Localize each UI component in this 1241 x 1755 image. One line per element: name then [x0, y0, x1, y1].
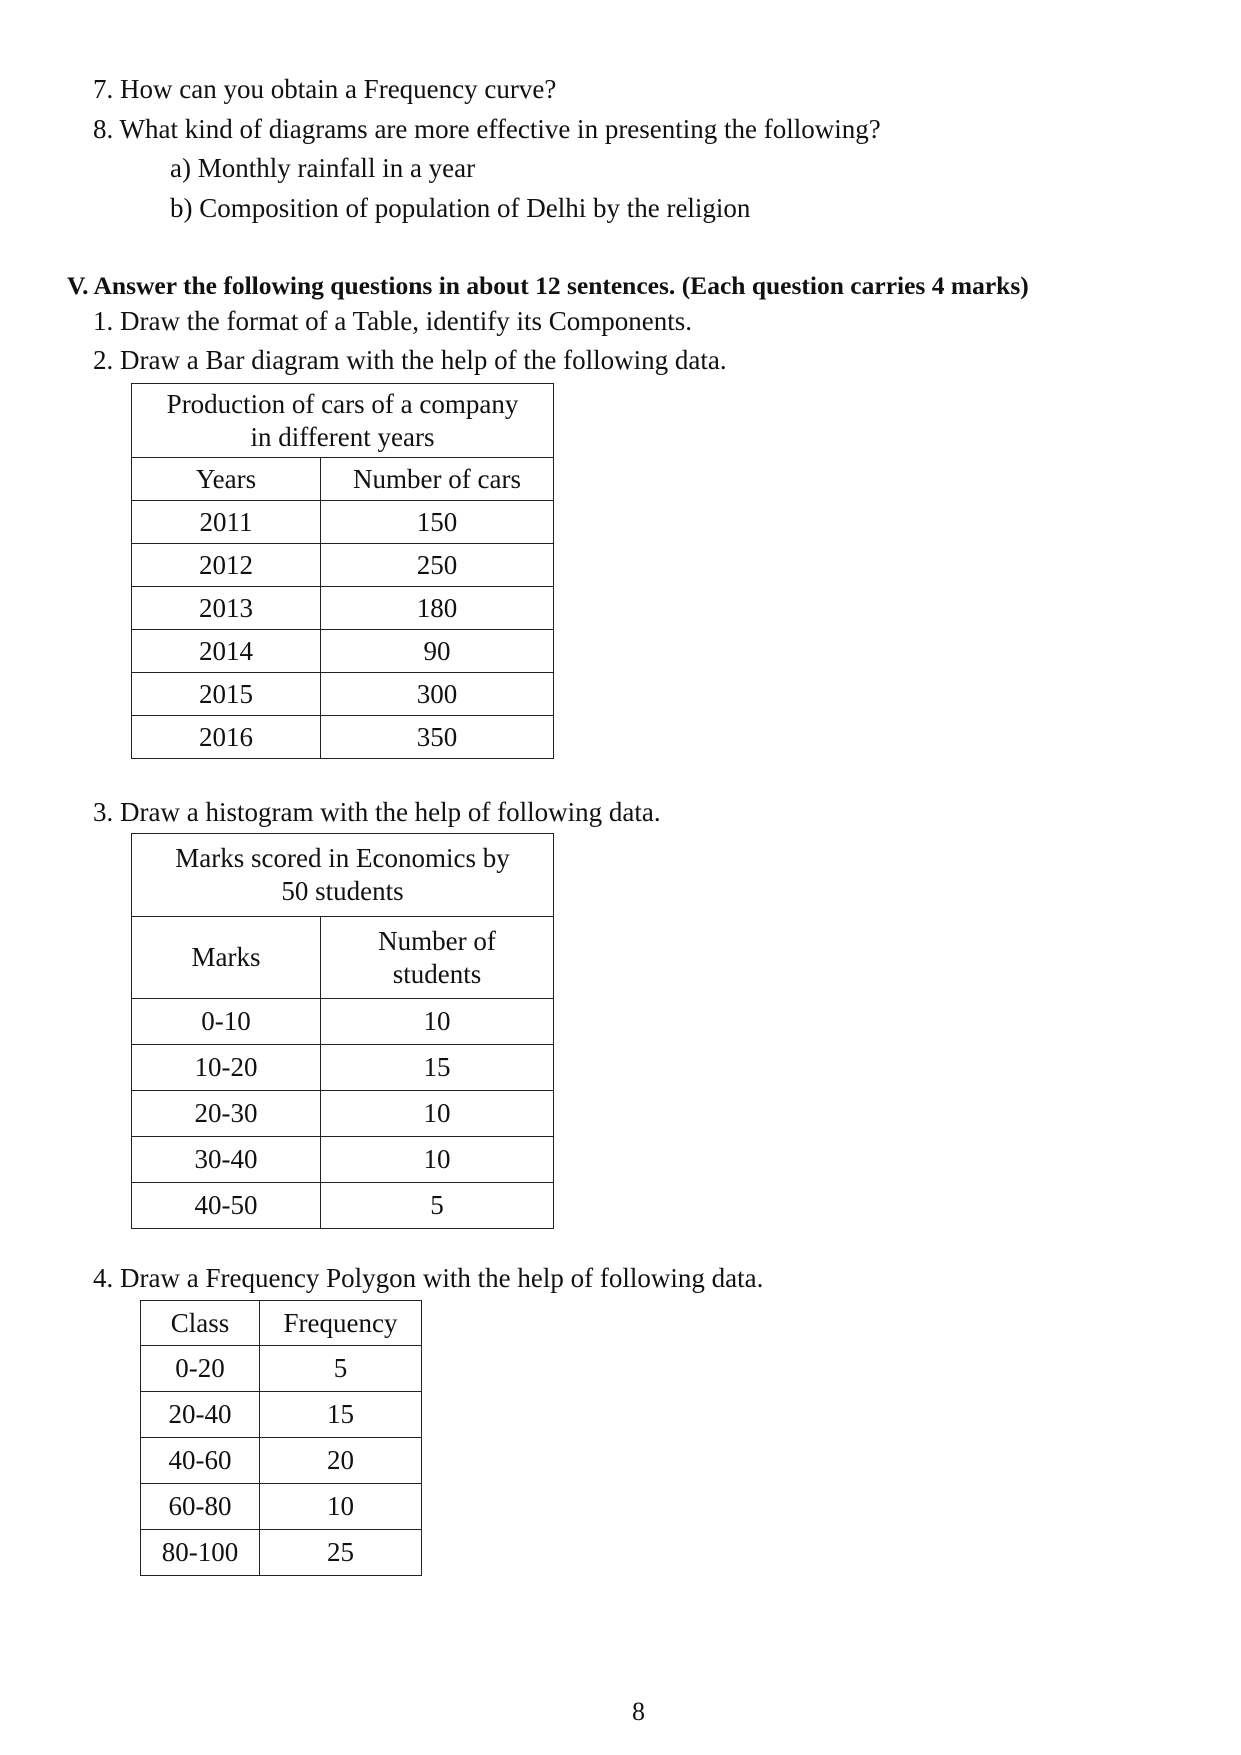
- table-row: [132, 501, 554, 544]
- class-cell: 80-100: [141, 1530, 260, 1576]
- cars-year-cell: 2014: [132, 630, 321, 673]
- section-v-heading-note: (Each question carries 4 marks): [681, 271, 1029, 300]
- section-v-question-4: 4. Draw a Frequency Polygon with the help of following data.: [93, 1263, 764, 1293]
- cars-year-cell: 2013: [132, 587, 321, 630]
- cars-count-cell: 90: [321, 630, 554, 673]
- frequency-table: [140, 1300, 422, 1576]
- table-row: [141, 1530, 422, 1576]
- marks-count-cell: 10: [321, 999, 554, 1045]
- question-7: 7. How can you obtain a Frequency curve?: [93, 74, 557, 104]
- cars-count-cell: 150: [321, 501, 554, 544]
- cars-count-cell: 350: [321, 716, 554, 759]
- class-cell: 0-20: [141, 1346, 260, 1392]
- cars-year-cell: 2012: [132, 544, 321, 587]
- cars-table-title-line2: in different years: [250, 421, 435, 452]
- frequency-cell: 25: [260, 1530, 422, 1576]
- table-row: [132, 999, 554, 1045]
- frequency-cell: 10: [260, 1484, 422, 1530]
- marks-count-cell: 10: [321, 1137, 554, 1183]
- frequency-cell: 20: [260, 1438, 422, 1484]
- table-row: [132, 673, 554, 716]
- marks-range-cell: 30-40: [132, 1137, 321, 1183]
- marks-range-cell: 0-10: [132, 999, 321, 1045]
- cars-table-title: [132, 384, 554, 458]
- class-cell: 60-80: [141, 1484, 260, 1530]
- marks-range-cell: 20-30: [132, 1091, 321, 1137]
- marks-count-cell: 5: [321, 1183, 554, 1229]
- question-8b: b) Composition of population of Delhi by the religion: [170, 193, 751, 223]
- question-8a: a) Monthly rainfall in a year: [170, 153, 476, 183]
- table-row: [141, 1392, 422, 1438]
- marks-table-title-line1: Marks scored in Economics by: [175, 843, 510, 873]
- marks-table-header-students-line1: Number of: [378, 925, 496, 956]
- table-row: [132, 716, 554, 759]
- section-v-question-1: 1. Draw the format of a Table, identify its Components.: [93, 306, 692, 336]
- section-v-heading: [67, 270, 1029, 302]
- frequency-cell: 15: [260, 1392, 422, 1438]
- marks-count-cell: 10: [321, 1091, 554, 1137]
- cars-count-cell: 250: [321, 544, 554, 587]
- marks-table: [131, 833, 554, 1229]
- marks-range-cell: 40-50: [132, 1183, 321, 1229]
- question-8: 8. What kind of diagrams are more effective in presenting the following?: [93, 114, 881, 144]
- marks-table-header-students-line2: students: [392, 958, 482, 989]
- section-v-question-3: 3. Draw a histogram with the help of following data.: [93, 797, 661, 827]
- section-v-question-2: 2. Draw a Bar diagram with the help of the following data.: [93, 345, 727, 375]
- table-row: [132, 1183, 554, 1229]
- frequency-table-header-frequency: Frequency: [260, 1301, 422, 1346]
- table-row: [132, 1137, 554, 1183]
- cars-table-title-line1: Production of cars of a company: [166, 388, 519, 419]
- page-number: 8: [632, 1697, 645, 1726]
- marks-table-title-line2: 50 students: [281, 876, 404, 906]
- cars-count-cell: 300: [321, 673, 554, 716]
- cars-table-header-years: Years: [132, 458, 321, 501]
- cars-count-cell: 180: [321, 587, 554, 630]
- class-cell: 20-40: [141, 1392, 260, 1438]
- table-row: [132, 587, 554, 630]
- cars-year-cell: 2011: [132, 501, 321, 544]
- table-row: [141, 1484, 422, 1530]
- marks-count-cell: 15: [321, 1045, 554, 1091]
- table-row: [141, 1346, 422, 1392]
- frequency-table-header-class: Class: [141, 1301, 260, 1346]
- table-row: [141, 1438, 422, 1484]
- cars-year-cell: 2015: [132, 673, 321, 716]
- table-row: [132, 630, 554, 673]
- section-v-heading-main: V. Answer the following questions in about 12 sentences.: [67, 271, 676, 300]
- frequency-cell: 5: [260, 1346, 422, 1392]
- cars-year-cell: 2016: [132, 716, 321, 759]
- marks-range-cell: 10-20: [132, 1045, 321, 1091]
- cars-table-header-count: Number of cars: [321, 458, 554, 501]
- table-row: [132, 544, 554, 587]
- marks-table-title: [132, 834, 554, 917]
- class-cell: 40-60: [141, 1438, 260, 1484]
- marks-table-header-marks: Marks: [132, 917, 321, 999]
- table-row: [132, 1045, 554, 1091]
- marks-table-header-students: [321, 917, 554, 999]
- cars-table: [131, 383, 554, 759]
- table-row: [132, 1091, 554, 1137]
